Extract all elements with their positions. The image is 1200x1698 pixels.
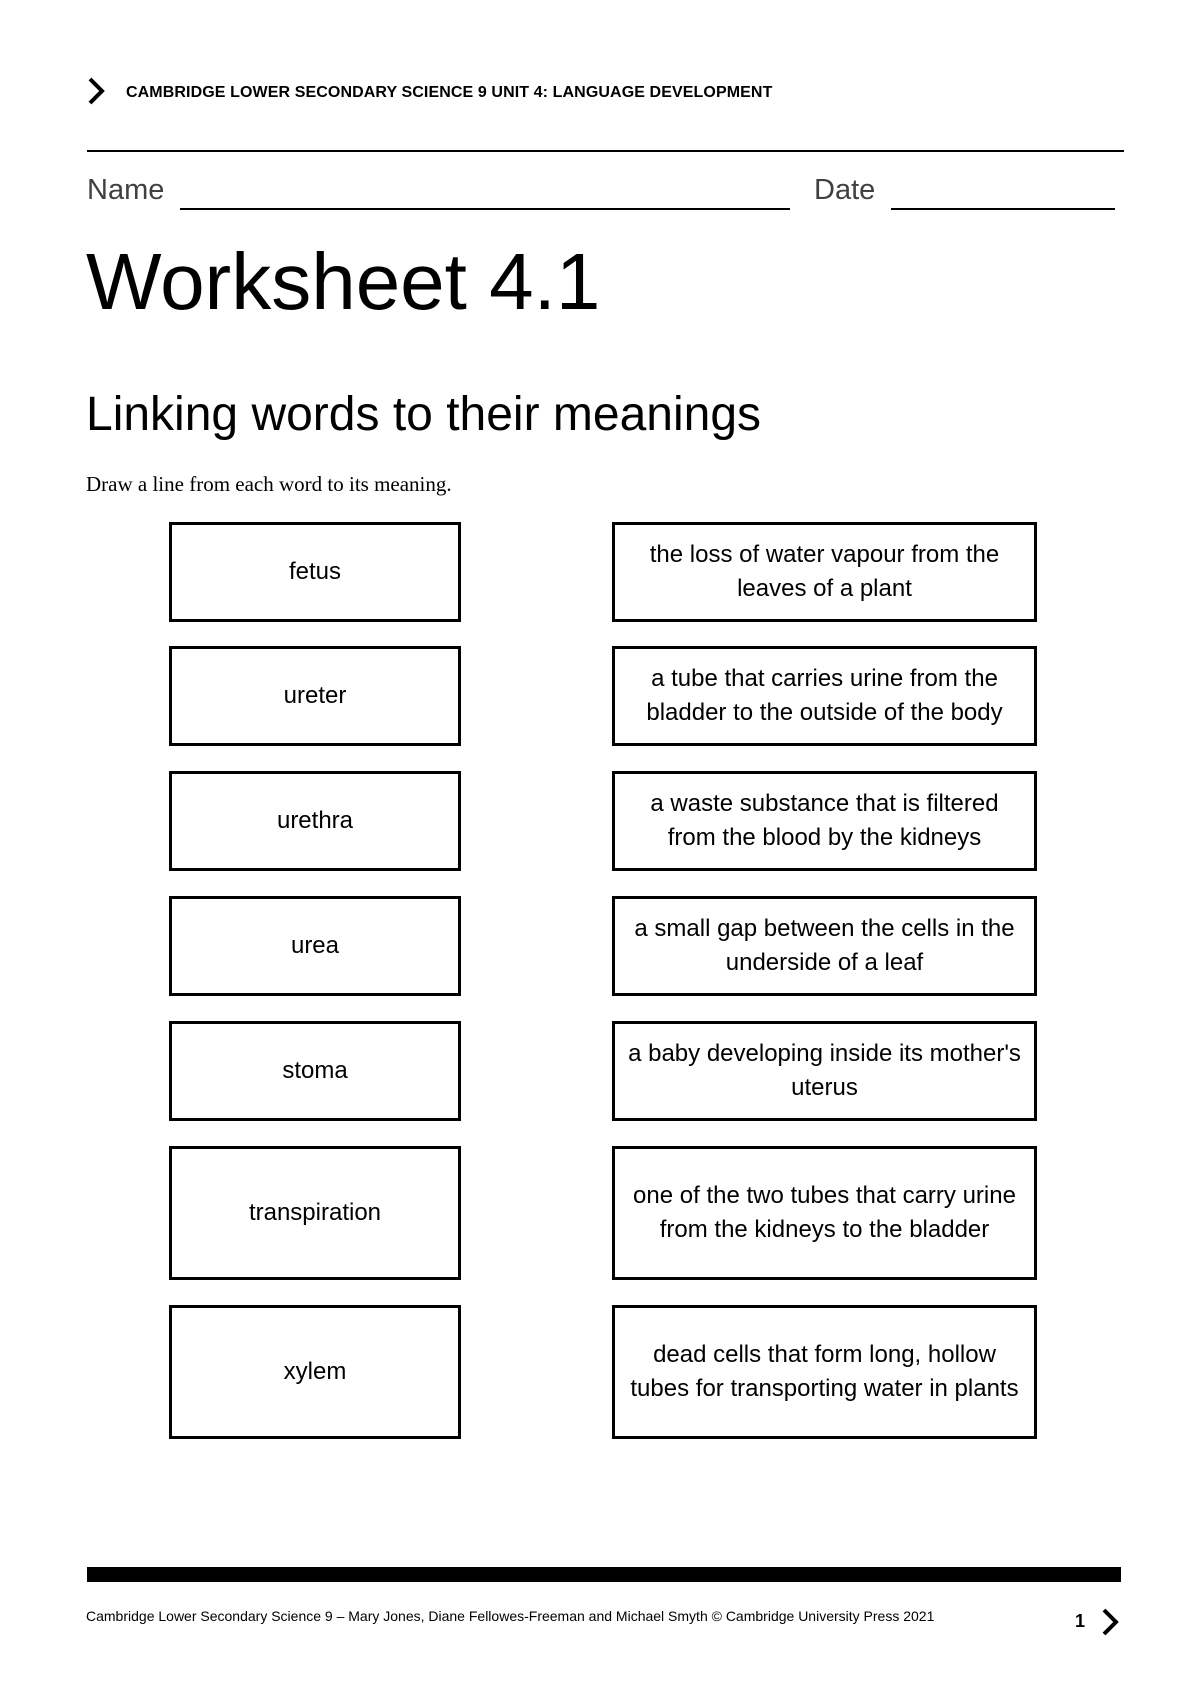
running-header: CAMBRIDGE LOWER SECONDARY SCIENCE 9 UNIT 4: LANGUAGE DEVELOPMENT [126, 84, 773, 101]
word-box-urethra[interactable]: urethra [169, 771, 461, 871]
page-subtitle: Linking words to their meanings [86, 388, 762, 441]
date-field[interactable] [891, 208, 1115, 210]
page-title: Worksheet 4.1 [86, 237, 601, 326]
chevron-right-icon[interactable] [1098, 1607, 1124, 1637]
name-field[interactable] [180, 208, 790, 210]
header-divider [87, 150, 1124, 152]
meaning-box-4[interactable]: a small gap between the cells in the underside of a leaf [612, 896, 1037, 996]
meaning-box-6[interactable]: one of the two tubes that carry urine from the kidneys to the bladder [612, 1146, 1037, 1280]
word-box-urea[interactable]: urea [169, 896, 461, 996]
meaning-box-1[interactable]: the loss of water vapour from the leaves of a plant [612, 522, 1037, 622]
meaning-box-7[interactable]: dead cells that form long, hollow tubes for transporting water in plants [612, 1305, 1037, 1439]
word-box-fetus[interactable]: fetus [169, 522, 461, 622]
word-box-stoma[interactable]: stoma [169, 1021, 461, 1121]
instruction-text: Draw a line from each word to its meaning. [86, 472, 452, 496]
meaning-box-5[interactable]: a baby developing inside its mother's uterus [612, 1021, 1037, 1121]
page-number: 1 [1075, 1611, 1086, 1631]
footer-divider [87, 1567, 1121, 1582]
date-label: Date [814, 174, 876, 206]
name-label: Name [87, 174, 165, 206]
meaning-box-2[interactable]: a tube that carries urine from the bladder to the outside of the body [612, 646, 1037, 746]
word-box-transpiration[interactable]: transpiration [169, 1146, 461, 1280]
word-box-ureter[interactable]: ureter [169, 646, 461, 746]
meaning-box-3[interactable]: a waste substance that is filtered from the blood by the kidneys [612, 771, 1037, 871]
footer-credit: Cambridge Lower Secondary Science 9 – Mary Jones, Diane Fellowes-Freeman and Michael Smyth © Cambridge University Press 2021 [86, 1608, 935, 1624]
chevron-right-icon [84, 76, 110, 106]
word-box-xylem[interactable]: xylem [169, 1305, 461, 1439]
